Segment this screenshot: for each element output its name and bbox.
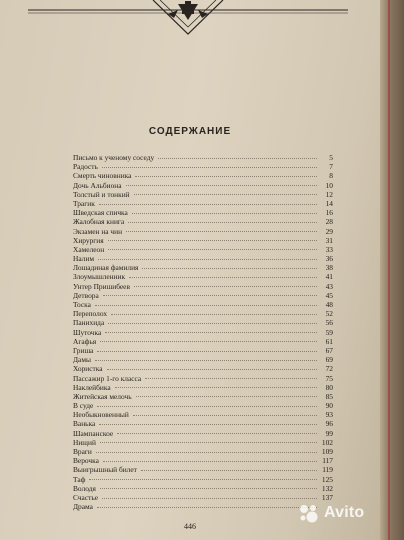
ornament-graphic <box>28 0 348 44</box>
avito-logo-icon <box>298 502 320 524</box>
toc-entry-title: Злоумышленник <box>73 272 126 282</box>
toc-entry-page: 67 <box>325 345 333 355</box>
toc-leader-dots <box>97 350 317 352</box>
toc-leader-dots <box>133 414 317 416</box>
toc-entry-page: 41 <box>325 272 333 282</box>
watermark-text: Avito <box>324 504 365 521</box>
toc-entry <box>73 291 333 300</box>
toc-entry <box>73 355 333 364</box>
toc-leader-dots <box>126 184 317 186</box>
toc-entry <box>73 245 333 254</box>
toc-entry-title: Счастье <box>73 492 98 502</box>
toc-leader-dots <box>99 203 317 205</box>
toc-entry-title: Трагик <box>73 198 95 208</box>
toc-entry-page: 8 <box>329 171 333 181</box>
toc-entry <box>73 465 333 474</box>
toc-entry-title: Нищий <box>73 437 96 447</box>
toc-entry-title: Шведская спичка <box>73 208 128 218</box>
toc-entry-title: Смерть чиновника <box>73 171 132 181</box>
toc-entry-page: 14 <box>325 198 333 208</box>
toc-leader-dots <box>115 386 317 388</box>
toc-entry <box>73 374 333 383</box>
toc-entry-page: 117 <box>322 456 333 466</box>
toc-entry-page: 132 <box>321 483 333 493</box>
toc-entry-title: Детвора <box>73 290 99 300</box>
toc-entry <box>73 318 333 327</box>
toc-leader-dots <box>96 451 317 453</box>
toc-entry <box>73 208 333 217</box>
toc-leader-dots <box>107 368 318 370</box>
toc-entry-page: 96 <box>325 419 333 429</box>
toc-entry-page: 90 <box>325 401 333 411</box>
toc-entry <box>73 227 333 236</box>
toc-leader-dots <box>135 175 317 177</box>
toc-leader-dots <box>129 276 317 278</box>
toc-entry <box>73 438 333 447</box>
toc-entry-page: 28 <box>325 217 333 227</box>
toc-entry-page: 52 <box>325 309 333 319</box>
toc-entry <box>73 254 333 263</box>
toc-entry-page: 45 <box>325 290 333 300</box>
toc-entry-page: 16 <box>325 208 333 218</box>
toc-entry-page: 33 <box>325 244 333 254</box>
toc-entry-title: Экзамен на чин <box>73 226 123 236</box>
toc-leader-dots <box>100 340 317 342</box>
toc-leader-dots <box>132 212 317 214</box>
toc-leader-dots <box>141 469 317 471</box>
toc-entry-page: 59 <box>325 327 333 337</box>
toc-entry <box>73 171 333 180</box>
toc-entry <box>73 475 333 484</box>
toc-leader-dots <box>136 395 317 397</box>
toc-leader-dots <box>105 331 317 333</box>
toc-entry-title: Наклейбика <box>73 382 111 392</box>
toc-entry-page: 102 <box>321 437 333 447</box>
watermark <box>298 500 398 526</box>
toc-entry <box>73 410 333 419</box>
toc-entry <box>73 263 333 272</box>
toc-entry-title: Пассажир 1-го класса <box>73 373 142 383</box>
toc-entry <box>73 190 333 199</box>
toc-entry-title: Гриша <box>73 345 94 355</box>
toc-entry-page: 56 <box>325 318 333 328</box>
toc-leader-dots <box>134 285 317 287</box>
toc-entry-title: Налим <box>73 254 95 264</box>
toc-entry <box>73 199 333 208</box>
toc-leader-dots <box>108 322 317 324</box>
toc-entry-title: Панихида <box>73 318 105 328</box>
toc-entry <box>73 309 333 318</box>
toc-entry <box>73 153 333 162</box>
toc-leader-dots <box>117 432 317 434</box>
toc-leader-dots <box>95 359 317 361</box>
toc-leader-dots <box>128 221 317 223</box>
toc-leader-dots <box>111 313 317 315</box>
toc-entry-title: Дочь Альбиона <box>73 180 122 190</box>
page-number: 446 <box>184 522 196 531</box>
toc-entry <box>73 429 333 438</box>
toc-entry-title: Володя <box>73 483 96 493</box>
toc-entry-page: 12 <box>325 189 333 199</box>
toc-entry-page: 31 <box>325 235 333 245</box>
toc-entry <box>73 456 333 465</box>
toc-entry-page: 10 <box>325 180 333 190</box>
toc-entry-title: Радость <box>73 162 98 172</box>
toc-entry-page: 125 <box>321 474 333 484</box>
toc-entry-page: 48 <box>325 300 333 309</box>
toc-entry-title: Дамы <box>73 355 91 365</box>
toc-entry <box>73 300 333 309</box>
toc-entry <box>73 419 333 428</box>
toc-entry <box>73 162 333 171</box>
table-of-contents <box>73 153 333 511</box>
contents-title: СОДЕРЖАНИЕ <box>148 126 232 137</box>
toc-entry <box>73 181 333 190</box>
toc-leader-dots <box>95 304 317 306</box>
toc-entry <box>73 447 333 456</box>
toc-leader-dots <box>100 487 317 489</box>
toc-entry-title: Толстый и тонкий <box>73 189 130 199</box>
toc-entry <box>73 346 333 355</box>
toc-entry-page: 36 <box>325 254 333 264</box>
toc-leader-dots <box>97 506 317 508</box>
toc-entry <box>73 383 333 392</box>
toc-entry-page: 99 <box>325 428 333 438</box>
toc-leader-dots <box>126 230 317 232</box>
toc-entry-page: 137 <box>321 492 333 502</box>
toc-entry-title: Драма <box>73 502 93 512</box>
header-ornament <box>28 0 348 44</box>
toc-entry-title: Верочка <box>73 456 99 466</box>
toc-entry-title: Унтер Пришибеев <box>73 281 130 291</box>
toc-entry <box>73 217 333 226</box>
spine-ribbon <box>388 0 390 540</box>
toc-entry-title: Шуточка <box>73 327 102 337</box>
toc-entry <box>73 392 333 401</box>
toc-entry-page: 69 <box>325 355 333 365</box>
toc-entry-page: 93 <box>325 410 333 420</box>
toc-entry <box>73 493 333 502</box>
toc-entry-title: Тоска <box>73 300 91 309</box>
toc-leader-dots <box>134 193 317 195</box>
toc-entry-page: 5 <box>329 153 333 162</box>
toc-entry-page: 85 <box>325 391 333 401</box>
toc-entry <box>73 272 333 281</box>
toc-entry-title: Шампанское <box>73 428 114 438</box>
toc-leader-dots <box>100 441 317 443</box>
toc-leader-dots <box>97 405 317 407</box>
toc-entry <box>73 484 333 493</box>
toc-entry-title: Переполох <box>73 309 108 319</box>
toc-entry-page: 43 <box>325 281 333 291</box>
toc-entry-title: Житейская мелочь <box>73 391 132 401</box>
toc-leader-dots <box>102 166 317 168</box>
toc-entry-title: Лошадиная фамилия <box>73 263 139 273</box>
toc-leader-dots <box>108 239 317 241</box>
toc-entry-title: Хамелеон <box>73 244 105 254</box>
toc-entry-title: Хористка <box>73 364 103 374</box>
toc-entry-page: 29 <box>325 226 333 236</box>
toc-entry <box>73 337 333 346</box>
toc-entry-title: Хирургия <box>73 235 104 245</box>
toc-leader-dots <box>89 478 317 480</box>
page-edge <box>380 0 404 540</box>
toc-leader-dots <box>103 460 317 462</box>
toc-entry-page: 109 <box>321 447 333 456</box>
toc-entry <box>73 364 333 373</box>
toc-entry <box>73 502 333 511</box>
toc-entry-page: 80 <box>325 382 333 392</box>
toc-leader-dots <box>108 248 317 250</box>
toc-entry <box>73 401 333 410</box>
toc-leader-dots <box>142 267 317 269</box>
toc-entry-title: Враги <box>73 447 92 456</box>
toc-leader-dots <box>102 497 317 499</box>
toc-entry-page: 7 <box>329 162 333 172</box>
toc-entry-title: Ванька <box>73 419 96 429</box>
toc-entry-title: Жалобная книга <box>73 217 125 227</box>
toc-entry-page: 72 <box>325 364 333 374</box>
toc-entry-page: 75 <box>325 373 333 383</box>
toc-entry-title: В суде <box>73 401 94 411</box>
toc-leader-dots <box>145 377 317 379</box>
toc-entry-title: Агафья <box>73 336 97 346</box>
toc-entry-title: Выигрышный билет <box>73 465 137 475</box>
toc-entry <box>73 236 333 245</box>
toc-leader-dots <box>98 258 317 260</box>
toc-entry <box>73 328 333 337</box>
toc-entry-title: Письмо к ученому соседу <box>73 153 155 162</box>
toc-entry-page: 61 <box>325 336 333 346</box>
toc-leader-dots <box>99 423 317 425</box>
toc-entry-title: Таф <box>73 474 86 484</box>
toc-entry <box>73 282 333 291</box>
toc-entry-page: 119 <box>322 465 333 475</box>
toc-entry-page: 38 <box>325 263 333 273</box>
toc-leader-dots <box>103 294 317 296</box>
toc-leader-dots <box>158 157 317 159</box>
toc-entry-title: Необыкновенный <box>73 410 129 420</box>
